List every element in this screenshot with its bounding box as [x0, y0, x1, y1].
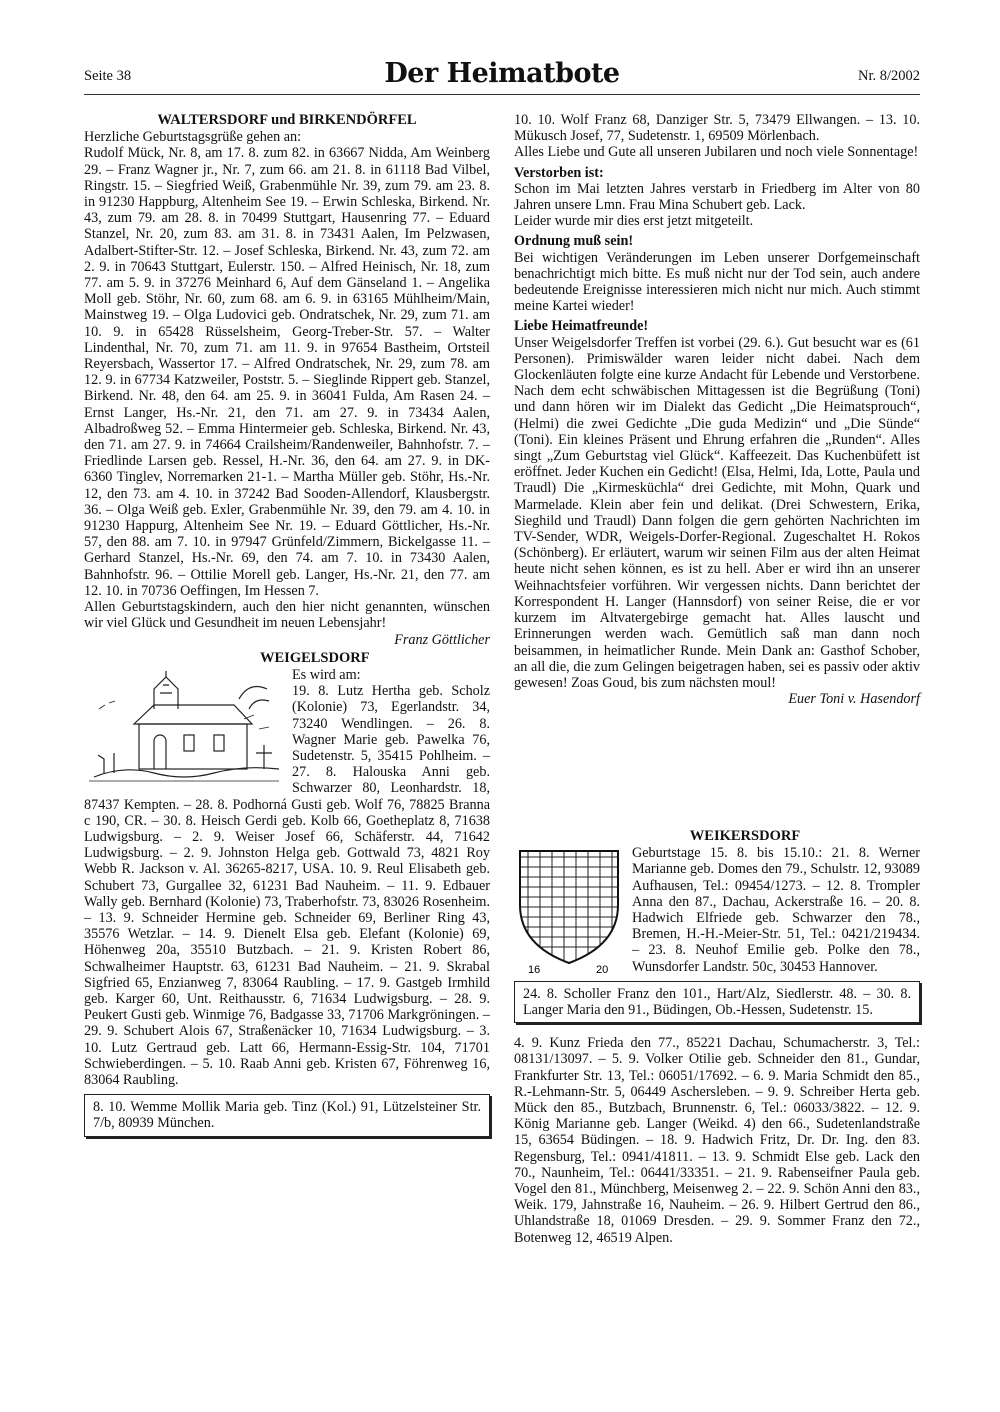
deceased-note: Leider wurde mir dies erst jetzt mitgeteilt.: [514, 213, 754, 230]
meeting-report: Unser Weigelsdorfer Treffen ist vorbei (29. 6.). Gut besucht war es (61 Personen). Primiswälder waren leider nicht dabei. Nach dem Glockenläuten folgte eine kurze Andacht für Lebende und Verstorbene. Nach dem echt schwäbischen Mittagessen ist die Begrüßung (Toni) und dann hören wir im Dialekt das Gedicht „Die Heimatsprouch“, (Helmi) die zwei Gedichte „Die guda Medizin“ und „Die Sünde“ (Toni). Ein kleines Präsent und Ehrung erfahren die „Runden“. Alles singt „Zum Geburtstag viel Glück“. Kaffeezeit. Das Kuchenbüfett ist eröffnet. Jeder Kuchen ein Gedicht! (Elsa, Helmi, Ida, Lotte, Paula und Traudl) Die „Kirmesküchla“ drei Gedichte, mit Mohn, Quark und Marmelade. Klein aber fein und delikat. (Drei Schwestern, Erika, Sieghild und Traudl) Dann folgen die gern gehörten Nachrichten im TV-Sender, WDR, Weigels-Dorfer-Regional. Zugeschaltet H. Rokos (Schönberg). Er erläutert, warum wir seinen Film aus der alten Heimat heute nicht sehen können, es ist zu hell. Aber er wird ihn an unserer Weihnachtsfeier vorführen. Wir vergessen nichts. Dann berichtet der Korrespondent H. Langer (Hannsdorf) von seiner Reise, die er vor kurzem im Altvatergebirge gemacht hat. Alles lauscht und Erinnerungen werden wach. Gemütlich saß man dann noch beisammen, in heimatlicher Runde. Mein Dank an: Gasthof Schober, an all die, die zum Gelingen beigetragen haben, sei es passiv oder aktiv gewesen! Zoas Goud, bis zum nächsten moul!: [514, 334, 920, 691]
weigels-continued: 10. 10. Wolf Franz 68, Danziger Str. 5, 73479 Ellwangen. – 13. 10. Mükusch Josef, 77, Sudetenstr. 1, 69509 Mörlenbach.: [514, 112, 920, 145]
weikersdorf-section: [514, 828, 920, 1246]
right-column: [514, 112, 920, 707]
weigels-boxed-entry: 8. 10. Wemme Mollik Maria geb. Tinz (Kol.) 91, Lützelsteiner Str. 7/b, 80939 München.: [84, 1094, 490, 1136]
crest-left-label: 16: [528, 964, 541, 976]
left-column: [84, 112, 490, 1149]
page-header: [84, 58, 920, 98]
order-text: Bei wichtigen Veränderungen im Leben unserer Dorfgemeinschaft benachrichtigt mich bitte. Es muß nicht nur der Tod sein, auch andere bedeutende Ereignisse interessieren mich nicht nur mich. Auch stimmt meine Kartei wieder!: [514, 249, 920, 315]
weikers-birthdays-2: 4. 9. Kunz Frieda den 77., 85221 Dachau, Schumacherstr. 3, Tel.: 08131/13097. – 5. 9. Volker Otilie geb. Schneider den 81., Gundar, Frankfurter Str. 13, Tel.: 06051/17692. – 6. 9. Maria Schmidt den 85., R.-Lehmann-Str. 5, 06449 Aschersleben. – 9. 9. Schreiber Herta geb. Mück den 85., Butzbach, Brunnenstr. 6, Tel.: 06033/3822. – 12. 9. König Marianne geb. Langer (Weikd. 4) den 66., Sudetenlandstraße 15, 63654 Büdingen. – 18. 9. Hadwich Fritz, Dr. Dr. Ing. den 83. Regensburg, Tel.: 0941/41811. – 13. 9. Schmidt Else geb. Lack den 70., Naunheim, Tel.: 06441/33351. – 21. 9. Rabenseifner Paula geb. Vogel den 81., Münchberg, Meisenweg 2. – 22. 9. Schön Anni den 83., Weik. 179, Jahnstraße 16, Nauheim. – 26. 9. Hilbert Gertrud den 86., Uhlandstraße 18, 01069 Dresden. – 29. 9. Sommer Franz den 72., Botenweg 12, 46519 Alpen.: [514, 1035, 920, 1246]
page-number: Seite 38: [84, 68, 132, 84]
wish-text: Alles Liebe und Gute all unseren Jubilaren und noch viele Sonnentage!: [514, 144, 919, 161]
weikers-birthdays: Geburtstage 15. 8. bis 15.10.: 21. 8. Werner Marianne geb. Domes den 79., Schulstr. 12, 93089 Aufhausen, Tel.: 09454/1273. – 12. 8. Trompler Anna den 87., Dachau, Ackerstraße 16. – 20. 8. Hadwich Elfriede geb. Schwarzer den 78., Bremen, H.-H.-Meier-Str. 51, Tel.: 0421/219434. – 23. 8. Neuhof Emilie geb. Polke den 78., Wunsdorfer Landstr. 50c, 30453 Hannover.: [632, 845, 920, 975]
issue-number: Nr. 8/2002: [857, 68, 920, 84]
order-heading: Ordnung muß sein!: [514, 233, 634, 250]
walters-closing: Allen Geburtstagskindern, auch den hier nicht genannten, wünschen wir viel Glück und Gesundheit im neuen Lebensjahr!: [84, 599, 490, 632]
section-title-weigelsdorf: WEIGELSDORF: [260, 649, 370, 666]
masthead: Der Heimatbote: [384, 58, 620, 89]
crest-right-label: 20: [596, 964, 609, 976]
walters-intro: Herzliche Geburtstagsgrüße gehen an:: [84, 129, 302, 146]
deceased-text: Schon im Mai letzten Jahres verstarb in Friedberg im Alter von 80 Jahren unsere Lmn. Frau Mina Schubert geb. Lack.: [514, 180, 920, 214]
deceased-heading: Verstorben ist:: [514, 164, 604, 181]
church-drawing-icon: [84, 669, 284, 787]
section-title-weikersdorf: WEIKERSDORF: [689, 828, 801, 844]
report-signature: Euer Toni v. Hasendorf: [788, 691, 920, 708]
weikers-boxed-entry: 24. 8. Scholler Franz den 101., Hart/Alz, Siedlerstr. 48. – 30. 8. Langer Maria den 91., Büdingen, Ob.-Hessen, Sudetenstr. 15.: [514, 981, 920, 1023]
dear-friends-heading: Liebe Heimatfreunde!: [514, 318, 649, 335]
section-title-waltersdorf: WALTERSDORF und BIRKENDÖRFEL: [157, 112, 417, 128]
walters-signature: Franz Göttlicher: [394, 631, 490, 648]
walters-birthdays: Rudolf Mück, Nr. 8, am 17. 8. zum 82. in 63667 Nidda, Am Weinberg 29. – Franz Wagner jr., Nr. 7, zum 66. am 21. 8. in 61118 Bad Vilbel, Ringstr. 15. – Siegfried Weiß, Grabenmühle Nr. 39, zum 79. am 23. 8. in 91230 Happburg, Altenheim See 19. – Erwin Schleska, Birkend. Nr. 43, zum 79. am 28. 8. in 70499 Stuttgart, Hausenring 77. – Eduard Stanzel, Nr. 20, zum 83. am 31. 8. in 73431 Aalen, Im Pelzwasen, Adalbert-Stifter-Str. 12. – Josef Schleska, Birkend. Nr. 43, zum 72. am 2. 9. in 70643 Stuttgart, Eulerstr. 150. – Alfred Heinisch, Nr. 18, zum 77. am 5. 9. in 37276 Meinhard 6, Auf dem Gänseland 1. – Angelika Moll geb. Stöhr, Nr. 60, zum 68. am 6. 9. in 63165 Mühlheim/Main, Mainstweg 19. – Olga Ludovici geb. Ondratschek, Nr. 29, zum 71. am 10. 9. in 65428 Rüsselsheim, Georg-Treber-Str. 57. – Walter Lindenthal, Nr. 70, zum 71. am 11. 9. in 97654 Bastheim, Ortsteil Reyersbach, Wassertor 17. – Alfred Ondratschek, Nr. 29, zum 78. am 12. 9. in 67734 Katzweiler, Poststr. 5. – Sieglinde Rippert geb. Stanzel, Birkend. Nr. 48, den 64. am 25. 9. in 36041 Fulda, Am Rasen 24. – Ernst Langer, Hs.-Nr. 21, den 71. am 27. 9. in 73434 Aalen, Albadroßweg 52. – Emma Hintermeier geb. Schleska, Birkend. Nr. 43, den 71. am 27. 9. in 74664 Crailsheim/Randenweiler, Bahnhofstr. 7. – Friedlinde Larsen geb. Ressel, H.-Nr. 36, den 64. am 27. 9. in DK-6360 Tinglev, Norremarken 21-1. – Martha Müller geb. Stöhr, Hs.-Nr. 12, den 73. am 4. 10. in 37242 Bad Sooden-Allendorf, Klausbergstr. 36. – Olga Weiß geb. Exler, Grabenmühle Nr. 39, den 79. am 4. 10. in 91230 Happurg, Altenheim See Nr. 19. – Eduard Göttlicher, Hs.-Nr. 57, den 88. am 7. 10. in 97947 Grünfeld/Zimmern, Bickelgasse 11. – Gerhard Stanzel, Hs.-Nr. 69, den 74. am 7. 10. in 73430 Aalen, Bahnhofstr. 96. – Ottilie Morell geb. Langer, Hs.-Nr. 21, den 77. am 12. 10. in 70736 Oeffingen, Im Hessen 7.: [84, 145, 490, 599]
header-rule: [84, 94, 920, 95]
coat-of-arms-icon: [514, 845, 624, 975]
weigels-intro: Es wird am:: [292, 666, 361, 683]
weigels-birthdays: 19. 8. Lutz Hertha geb. Scholz (Kolonie) 73, Egerlandstr. 34, 73240 Wendlingen. – 26. 8. Wagner Marie geb. Pawelka 76, Sudetenstr. 5, 35415 Pohlheim. – 27. 8. Halouska Anni geb. Schwarzer 80, Leonhardstr. 18, 87437 Kempten. – 28. 8. Podhorná Gusti geb. Wolf 76, 78825 Branna c 190, CR. – 30. 8. Heisch Gerdi geb. Kolb 66, Goetheplatz 8, 71638 Ludwigsburg. – 2. 9. Weiser Josef 66, Schäferstr. 44, 71642 Ludwigsburg. – 2. 9. Johnston Helga geb. Gottwald 73, 4821 Roy Webb R. Jackson v. Al. 36265-8217, USA. 10. 9. Reul Elisabeth geb. Schubert 73, Gurgallee 32, 61231 Bad Nauheim. – 11. 9. Edbauer Wally geb. Bernhard (Kolonie) 73, Traberhofstr. 73, 83026 Rosenheim. – 13. 9. Schneider Hermine geb. Schneider 69, Berliner Ring 43, 35576 Wetzlar. – 14. 9. Dienelt Elsa geb. Elefant (Kolonie) 69, Höhenweg 20a, 35510 Butzbach. – 21. 9. Kristen Robert 86, Schwalheimer Hauptstr. 63, 61231 Bad Nauheim. – 21. 9. Skrabal Sigfried 65, Enzianweg 7, 83064 Raubling. – 17. 9. Gastgeb Irmhild geb. Karger 60, Unt. Reithausstr. 6, 71634 Ludwigsburg. – 28. 9. Peukert Gusti geb. Winmige 76, Badgasse 33, 71706 Markgröningen. – 29. 9. Schubert Alois 67, Straßenäcker 10, 71634 Ludwigsburg. – 3. 10. Lutz Gertraud geb. Latt 66, Hermann-Essig-Str. 104, 71701 Schwieberdingen. – 5. 10. Raab Anni geb. Kristen 67, Föhrenweg 16, 83064 Raubling.: [84, 683, 490, 1088]
